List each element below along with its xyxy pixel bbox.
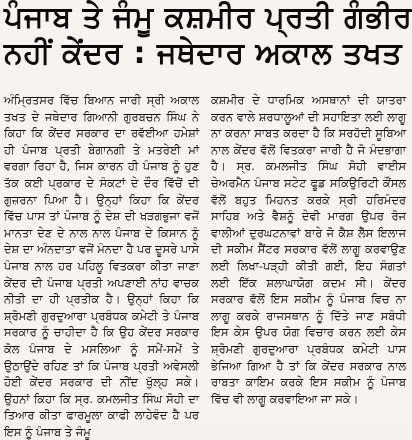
article-body: [4, 92, 406, 439]
article-column-left: [4, 92, 199, 439]
article-column-right: [211, 92, 406, 421]
headline-line-1: ਪੰਜਾਬ ਤੇ ਜੰਮੂ ਕਸ਼ਮੀਰ ਪ੍ਰਤੀ ਗੰਭੀਰ: [4, 0, 412, 35]
headline: [0, 0, 410, 69]
article-paragraph-left: ਅੰਮ੍ਰਿਤਸਰ ਵਿੱਚ ਬਿਆਨ ਜਾਰੀ ਸ੍ਰੀ ਅਕਾਲ ਤਖਤ ਦੇ ਜਥੇਦਾਰ ਗਿਆਨੀ ਗੁਰਬਚਨ ਸਿੰਘ ਨੇ ਕਿਹਾ ਕਿ ਕੇਂਦਰ ਸਰਕਾਰ ਦਾ ਰਵੱਈਆ ਹਮੇਸ਼ਾਂ ਹੀ ਪੰਜਾਬ ਪ੍ਰਤੀ ਬੇਗਾਨਗੀ ਤੇ ਮਤਰੇਈ ਮਾਂ ਵਰਗਾ ਰਿਹਾ ਹੈ, ਜਿਸ ਕਾਰਨ ਹੀ ਪੰਜਾਬ ਨੂੰ ਹੁਣ ਤੱਕ ਕਈ ਪ੍ਰਕਾਰ ਦੇ ਸੰਕਟਾਂ ਦੇ ਦੌਰ ਵਿੱਚੋਂ ਦੀ ਗੁਜ਼ਰਨਾ ਪਿਆ ਹੈ। ਉਨ੍ਹਾਂ ਕਿਹਾ ਕਿ ਕੇਂਦਰ ਵਿੱਚ ਪਾਸ ਤਾਂ ਪੰਜਾਬ ਨੂੰ ਦੇਸ਼ ਦੀ ਖੜਗਭੁਜਾ ਵਜੋਂ ਮਾਨਤਾ ਦੇਣ ਦੇ ਨਾਲ ਨਾਲ ਪੰਜਾਬ ਦੇ ਕਿਸਾਨ ਨੂੰ ਦੇਸ਼ ਦਾ ਅੰਨਦਾਤਾ ਵਜੋਂ ਮੰਨਦਾ ਹੈ ਪਰ ਦੂਸਰੇ ਪਾਸੇ ਪੰਜਾਬ ਨਾਲ ਹਰ ਪਹਿਲੂ ਵਿਤਕਰਾ ਕੀਤਾ ਜਾਣਾ ਕੇਂਦਰ ਦੀ ਪੰਜਾਬ ਪ੍ਰਤੀ ਅਪਣਾਈ ਨਾਂਹ ਵਾਚਕ ਨੀਤੀ ਦਾ ਹੀ ਪ੍ਰਤੀਕ ਹੈ। ਉਨ੍ਹਾਂ ਕਿਹਾ ਕਿ ਸ਼੍ਰੋਮਣੀ ਗੁਰਦੁਆਰਾ ਪ੍ਰਬੰਧਕ ਕਮੇਟੀ ਤੇ ਪੰਜਾਬ ਸਰਕਾਰ ਨੂੰ ਚਾਹੀਦਾ ਹੈ ਕਿ ਉਹ ਕੇਂਦਰ ਸਰਕਾਰ ਕੋਲ ਪੰਜਾਬ ਦੇ ਮਸਲਿਆ ਨੂੰ ਸਮੇਂ-ਸਮੇਂ ਤੇ ਉਠਾਉਂਦੇ ਰਹਿਣ ਤਾਂ ਕਿ ਪੰਜਾਬ ਪ੍ਰਤੀ ਅਵੇਸਲੀ ਹੋਈ ਕੇਂਦਰ ਸਰਕਾਰ ਦੀ ਨੀਂਦ ਖੁੱਲ੍ਹ ਸਕੇ। ਉਹਨਾਂ ਕਿਹਾ ਕਿ ਸ੍ਰ. ਕਮਲਜੀਤ ਸਿੰਘ ਸੋਹੀ ਦਾ ਤਿਆਰ ਕੀਤਾ ਫਾਰਮੂਲਾ ਕਾਫੀ ਲਾਹੇਵੰਦ ਹੈ ਪਰ ਇਸ ਨੂੰ ਪੰਜਾਬ ਤੇ ਜੰਮੂ: [4, 93, 199, 439]
article-paragraph-right: ਕਸ਼ਮੀਰ ਦੇ ਧਾਰਮਿਕ ਅਸਥਾਨਾਂ ਦੀ ਯਾਤਰਾ ਕਰਨ ਵਾਲੇ ਸ਼ਰਧਾਲੂਆਂ ਦੀ ਸਹਾਇਤਾ ਲਈ ਲਾਗੂ ਨਾ ਕਰਨਾ ਸਾਬਤ ਕਰਦਾ ਹੈ ਕਿ ਸਰਹੱਦੀ ਸੂਬਿਆ ਨਾਲ ਕੇਂਦਰ ਵੱਲੋਂ ਵਿਤਕਰਾ ਜਾਰੀ ਹੈ ਜੋ ਮੰਦਭਾਗਾ ਹੈ। ਸ੍ਰ. ਕਮਲਜੀਤ ਸਿੰਘ ਸੋਹੀ ਵਾਈਸ ਚੇਅਰਮੈਨ ਪੰਜਾਬ ਸਟੇਟ ਫੂਡ ਸਕਿਉਰਿਟੀ ਕੌਂਸਲ ਵੱਲੋਂ ਬਹੁਤ ਮਿਹਨਤ ਕਰਕੇ ਸ੍ਰੀ ਹਰਿਮੰਦਰ ਸਾਹਿਬ ਅਤੇ ਵੈਸ਼ਨੂੰ ਦੇਵੀ ਮਾਰਗ ਉਪਰ ਰੋਜ ਵਾਲੀਆਂ ਦੁਰਘਟਨਾਵਾਂ ਬਾਰੇ ਜੋ ਕੈਸ਼ ਲੈੱਸ ਇਲਾਜ ਦੀ ਸਕੀਮ ਸੈਂਟਰ ਸਰਕਾਰ ਵੱਲੋਂ ਲਾਗੂ ਕਰਵਾਉਣ ਲਈ ਲਿਖਾ-ਪੜ੍ਹੀ ਕੀਤੀ ਗਈ, ਇਹ ਸੰਗਤਾਂ ਲਈ ਇੱਕ ਸ਼ਲਾਘਾਯੋਗ ਕਦਮ ਸੀ। ਕੇਂਦਰ ਸਰਕਾਰ ਵੱਲੋਂ ਇਸ ਸਕੀਮ ਨੂੰ ਪੰਜਾਬ ਵਿਚ ਨਾ ਲਾਗੂ ਕਰਕੇ ਰਾਜਸਥਾਨ ਨੂੰ ਦਿੱਤੇ ਜਾਣ ਸਬੰਧੀ ਇਸ ਕੇਸ ਉਪਰ ਯੋਗ ਵਿਚਾਰ ਕਰਨ ਲਈ ਕੇਸ ਸ਼੍ਰੋਮਣੀ ਗੁਰਦੁਆਰਾ ਪ੍ਰਬੰਧਕ ਕਮੇਟੀ ਪਾਸ ਭੇਜਿਆ ਗਿਆ ਹੈ ਤਾਂ ਕਿ ਕੇਂਦਰ ਸਰਕਾਰ ਨਾਲ ਰਾਬਤਾ ਕਾਇਮ ਕਰਕੇ ਇਸ ਸਕੀਮ ਨੂੰ ਪੰਜਾਬ ਵਿੱਚ ਵੀ ਲਾਗੂ ਕਰਵਾਇਆ ਜਾ ਸਕੇ।: [211, 93, 406, 406]
headline-line-2: ਨਹੀਂ ਕੇਂਦਰ : ਜਥੇਦਾਰ ਅਕਾਲ ਤਖਤ: [4, 35, 403, 71]
